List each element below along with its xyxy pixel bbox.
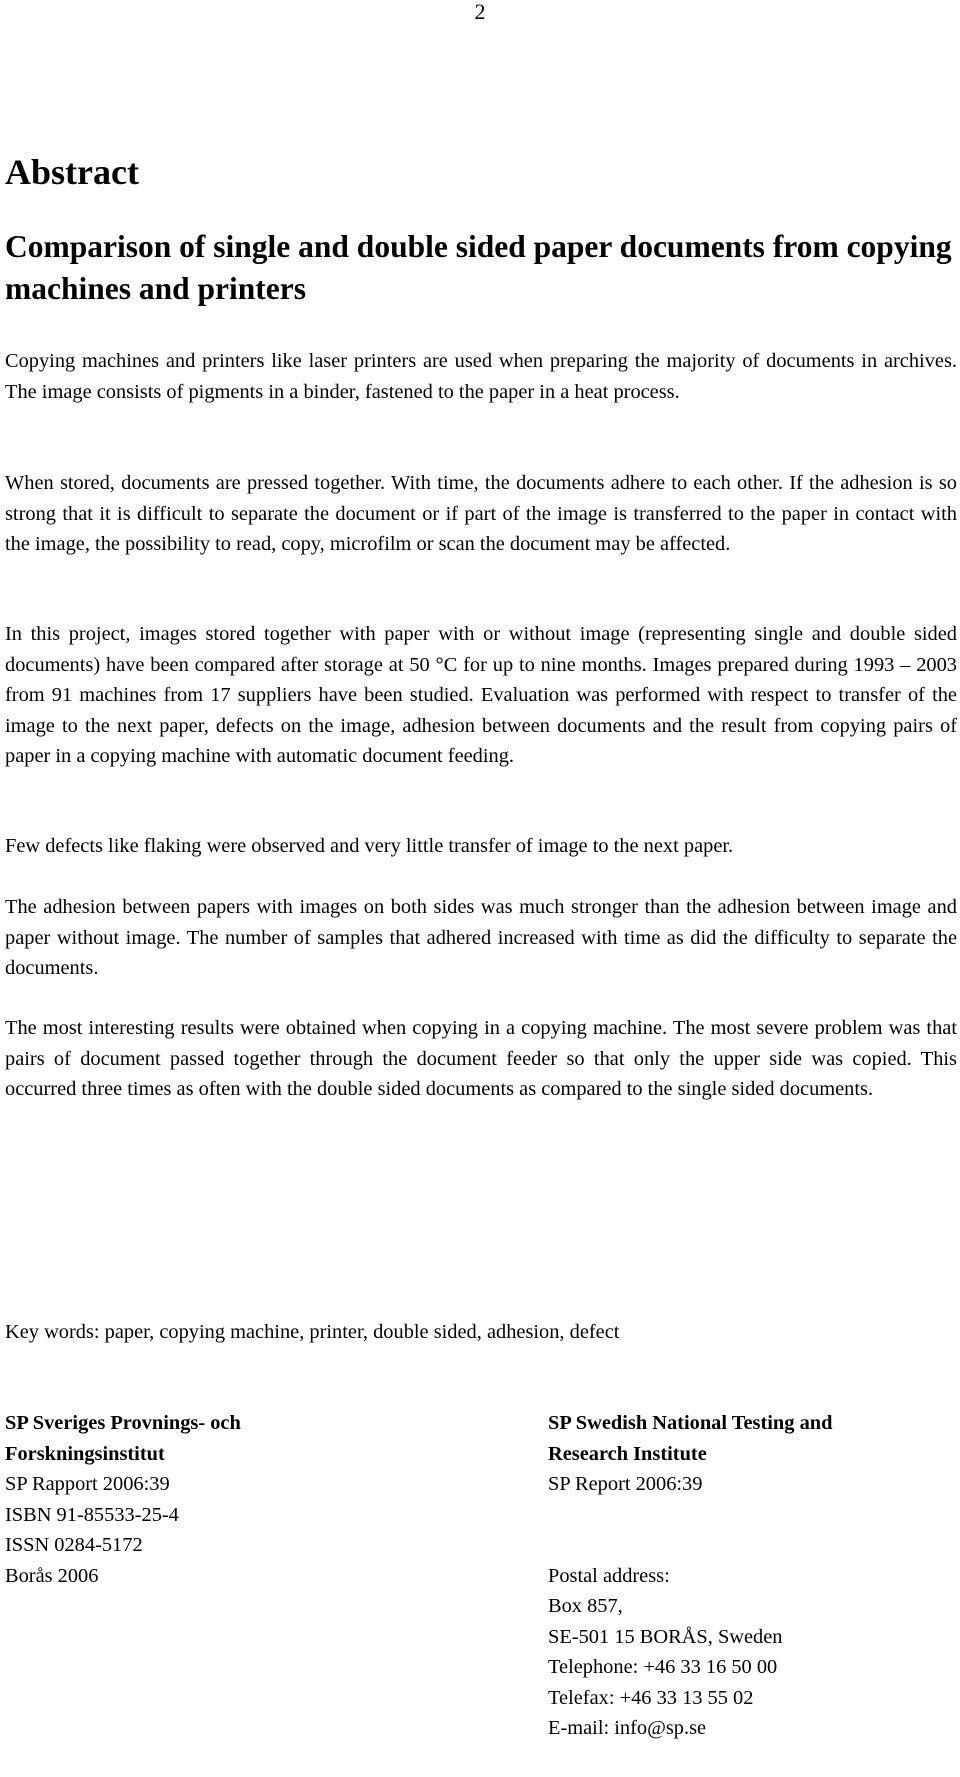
org-name-line-2: Research Institute (548, 1442, 707, 1465)
abstract-paragraph-4: Few defects like flaking were observed and very little transfer of image to the next paper. (5, 835, 734, 857)
page-number: 2 (474, 0, 486, 24)
postal-box: Box 857, (548, 1595, 623, 1617)
postal-city: SE-501 15 BORÅS, Sweden (548, 1625, 783, 1648)
report-number: SP Report 2006:39 (548, 1473, 703, 1495)
abstract-paragraph-3: In this project, images stored together with paper with or without image (representing single and double sided documents) have been compared after storage at 50 °C for up to nine months. Images prepared during 1993 – 2003 from 91 machines from 17 suppliers have been studied. Evaluation was performed with respect to transfer of the image to the next paper, defects on the image, adhesion between documents and the result from copying pairs of paper in a copying machine with automatic document feeding. (5, 623, 957, 767)
email: E-mail: info@sp.se (548, 1717, 707, 1739)
abstract-heading: Abstract (5, 152, 139, 192)
abstract-paragraph-5: The adhesion between papers with images on both sides was much stronger than the adhesion between image and paper without image. The number of samples that adhered increased with time as did the difficulty to separate the documents. (5, 896, 957, 979)
abstract-paragraph-6: The most interesting results were obtained when copying in a copying machine. The most severe problem was that pairs of document passed together through the document feeder so that only the upper side was copied. This occurred three times as often with the double sided documents as compared to the single sided documents. (5, 1017, 957, 1100)
org-name-line-1: SP Swedish National Testing and (548, 1412, 833, 1434)
org-name-line-2: Forskningsinstitut (5, 1442, 165, 1465)
publisher-info-english (548, 1408, 960, 1744)
telephone: Telephone: +46 33 16 50 00 (548, 1656, 778, 1678)
org-name-line-1: SP Sveriges Provnings- och (5, 1412, 241, 1434)
issn: ISSN 0284-5172 (5, 1534, 143, 1556)
postal-address-label: Postal address: (548, 1564, 670, 1587)
place-year: Borås 2006 (5, 1564, 99, 1587)
report-number: SP Rapport 2006:39 (5, 1473, 170, 1495)
abstract-paragraph-2: When stored, documents are pressed together. With time, the documents adhere to each other. If the adhesion is so strong that it is difficult to separate the document or if part of the image is transferred to the paper in contact with the image, the possibility to read, copy, microfilm or scan the document may be affected. (5, 472, 957, 555)
telefax: Telefax: +46 33 13 55 02 (548, 1686, 754, 1709)
document-title: Comparison of single and double sided paper documents from copying machines and printers (5, 229, 952, 306)
keywords: Key words: paper, copying machine, printer, double sided, adhesion, defect (5, 1321, 620, 1343)
abstract-paragraph-1: Copying machines and printers like laser printers are used when preparing the majority of documents in archives. The image consists of pigments in a binder, fastened to the paper in a heat process. (5, 350, 957, 403)
publisher-info-swedish (5, 1408, 505, 1591)
isbn: ISBN 91-85533-25-4 (5, 1503, 179, 1526)
